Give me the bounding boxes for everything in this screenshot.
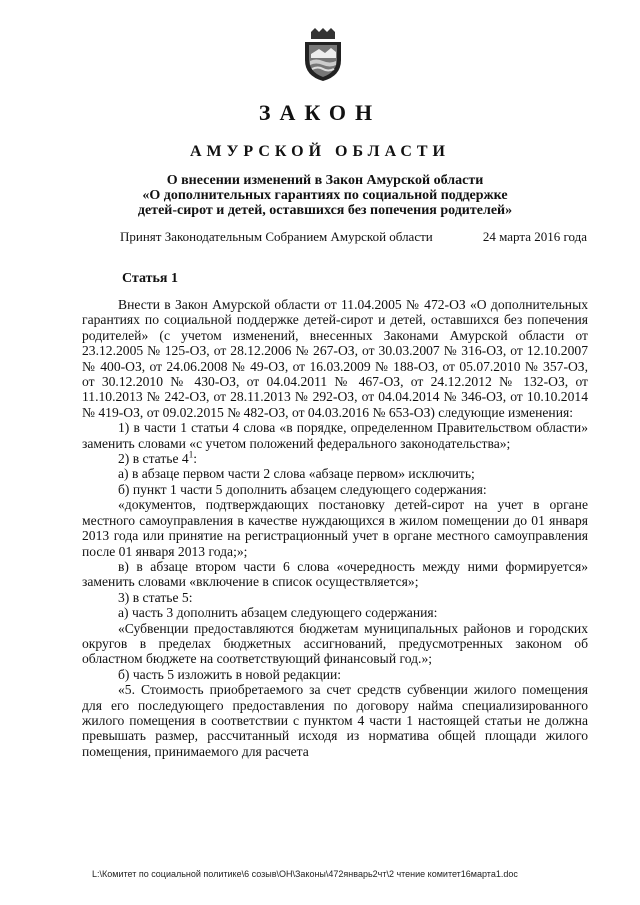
law-subtitle <box>110 173 540 218</box>
document-title: ЗАКОН <box>258 100 382 125</box>
amendment-3a: а) часть 3 дополнить абзацем следующего содержания: <box>118 605 438 621</box>
superscript: 1 <box>188 449 194 460</box>
subtitle-line: О внесении изменений в Закон Амурской области <box>166 173 484 188</box>
coat-of-arms-icon <box>301 28 345 82</box>
article-heading: Статья 1 <box>122 271 178 286</box>
subtitle-line: «О дополнительных гарантиях по социальной поддержке <box>142 188 508 203</box>
subtitle-line: детей-сирот и детей, оставшихся без попечения родителей» <box>137 203 513 218</box>
region-name: АМУРСКОЙ ОБЛАСТИ <box>190 143 450 160</box>
amendment-2-colon: : <box>193 451 198 467</box>
amendment-3b-quote: «5. Стоимость приобретаемого за счет средств субвенции жилого помещения для его последующего предоставления по договору найма специализированного жилого помещения в соответствии с пунктом 4 части 1 настоящей статьи не должна превышать размер, рассчитанный исходя из норматива общей площади жилого помещения, принимаемого для расчета <box>82 682 588 759</box>
amendment-3b: б) часть 5 изложить в новой редакции: <box>118 666 342 682</box>
adopted-date: 24 марта 2016 года <box>482 229 587 244</box>
amendment-3a-quote: «Субвенции предоставляются бюджетам муниципальных районов и городских округов в пределах бюджетных ассигнований, предусмотренных законом об областном бюджете на соответствующий финансовый год.»; <box>82 620 588 667</box>
amendment-2c: в) в абзаце втором части 6 слова «очередность между ними формируется» заменить словами «включение в список осуществляется»; <box>82 558 588 590</box>
article-intro: Внести в Закон Амурской области от 11.04.2005 № 472-ОЗ «О дополнительных гарантиях по социальной поддержке детей-сирот и детей, оставшихся без попечения родителей» (с учетом изменений, внесенных Законами Амурской области от 23.12.2005 № 125-ОЗ, от 28.12.2006 № 267-ОЗ, от 30.03.2007 № 316-ОЗ, от 12.10.2007 № 400-ОЗ, от 24.06.2008 № 49-ОЗ, от 16.03.2009 № 188-ОЗ, от 05.07.2010 № 357-ОЗ, от 30.12.2010 № 430-ОЗ, от 04.04.2011 № 467-ОЗ, от 24.12.2012 № 132-ОЗ, от 11.10.2013 № 242-ОЗ, от 28.11.2013 № 292-ОЗ, от 04.04.2014 № 346-ОЗ, от 10.10.2014 № 419-ОЗ, от 09.02.2015 № 482-ОЗ, от 04.03.2016 № 653-ОЗ) следующие изменения: <box>82 297 588 420</box>
adopted-by: Принят Законодательным Собранием Амурской области <box>120 229 433 244</box>
amendment-2 <box>82 451 588 466</box>
amendment-2-text: 2) в статье 4 <box>118 451 189 467</box>
amendment-2a: а) в абзаце первом части 2 слова «абзаце первом» исключить; <box>118 466 475 482</box>
amendment-2b: б) пункт 1 части 5 дополнить абзацем следующего содержания: <box>118 481 487 497</box>
amendment-1: 1) в части 1 статьи 4 слова «в порядке, определенном Правительством области» заменить словами «с учетом положений федерального законодательства»; <box>82 420 588 451</box>
amendment-2b-quote: «документов, подтверждающих постановку детей-сирот на учет в органе местного самоуправления в качестве нуждающихся в жилом помещении до 01 января 2013 года или принятие на регистрационный учет в органе местного самоуправления после 01 января 2013 года;»; <box>82 497 588 559</box>
amendment-3: 3) в статье 5: <box>118 589 193 605</box>
adoption-line <box>120 229 587 245</box>
file-path-footer: L:\Комитет по социальной политике\6 созыв\ОН\Законы\472январь2чт\2 чтение комитет16марта1.doc <box>92 869 518 879</box>
article-body <box>82 297 588 759</box>
